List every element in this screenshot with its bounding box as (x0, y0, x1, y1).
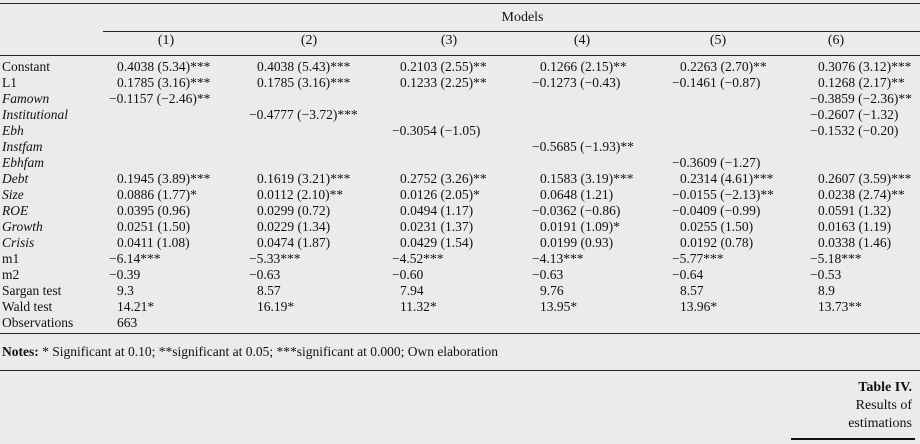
header-rule (0, 55, 920, 56)
table-cell: 0.0591 (1.32) (818, 203, 892, 218)
table-cell: 9.3 (117, 283, 134, 298)
table-row (0, 187, 920, 203)
table-cell: −0.4777 (−3.72)*** (249, 107, 358, 122)
table-row (0, 59, 920, 75)
table-cell: 0.4038 (5.43)*** (257, 59, 351, 74)
row-label: Famown (2, 91, 50, 106)
table-row (0, 75, 920, 91)
table-cell: 0.3076 (3.12)*** (818, 59, 912, 74)
table-cell: 0.1945 (3.89)*** (117, 171, 211, 186)
column-header: (6) (827, 33, 845, 48)
table-row (0, 203, 920, 219)
table-cell: 13.95* (540, 299, 578, 314)
table-cell: 0.1268 (2.17)** (818, 75, 905, 90)
table-cell: 0.0255 (1.50) (680, 219, 754, 234)
footer-rule (0, 370, 920, 371)
table-cell: 0.0251 (1.50) (117, 219, 191, 234)
row-label: Ebhfam (2, 155, 44, 170)
table-caption-line2: estimations (848, 416, 912, 431)
table-cell: 13.96* (680, 299, 718, 314)
table-row (0, 219, 920, 235)
table-cell: 0.0886 (1.77)* (117, 187, 197, 202)
table-cell: 8.57 (257, 283, 281, 298)
table-cell: −0.60 (392, 267, 424, 282)
column-header: (2) (300, 33, 318, 48)
row-label: Instfam (2, 139, 43, 154)
table-caption-line1: Results of (855, 398, 912, 413)
row-label: Constant (2, 59, 51, 74)
table-cell: 13.73** (818, 299, 862, 314)
table-cell: 0.4038 (5.34)*** (117, 59, 211, 74)
table-cell: 0.0192 (0.78) (680, 235, 754, 250)
table-cell: 0.2263 (2.70)** (680, 59, 767, 74)
table-cell: 0.0494 (1.17) (400, 203, 474, 218)
row-label: m1 (2, 251, 20, 266)
row-label: Ebh (2, 123, 24, 138)
table-cell: 0.0199 (0.93) (540, 235, 614, 250)
table-caption-title: Table IV. (858, 380, 912, 395)
table-cell: −0.3609 (−1.27) (672, 155, 761, 170)
table-cell: 0.1785 (3.16)*** (257, 75, 351, 90)
column-header: (1) (157, 33, 175, 48)
table-cell: −0.3054 (−1.05) (392, 123, 481, 138)
table-cell: −0.63 (532, 267, 564, 282)
table-cell: 0.0126 (2.05)* (400, 187, 480, 202)
column-header: (5) (709, 33, 727, 48)
table-cell: 0.2607 (3.59)*** (818, 171, 912, 186)
table-row (0, 235, 920, 251)
caption-rule (791, 438, 915, 440)
table-cell: 0.1785 (3.16)*** (117, 75, 211, 90)
table-cell: −0.0362 (−0.86) (532, 203, 621, 218)
table-row (0, 267, 920, 283)
table-cell: 0.0238 (2.74)** (818, 187, 905, 202)
table-cell: 0.0648 (1.21) (540, 187, 614, 202)
table-cell: −0.3859 (−2.36)** (810, 91, 912, 106)
row-label: Wald test (2, 299, 53, 314)
table-cell: 0.0229 (1.34) (257, 219, 331, 234)
row-label: Growth (2, 219, 43, 234)
table-cell: −0.1273 (−0.43) (532, 75, 621, 90)
row-label: ROE (2, 203, 29, 218)
table-row (0, 315, 920, 331)
table-cell: 0.0231 (1.37) (400, 219, 474, 234)
table-cell: −0.1157 (−2.46)** (109, 91, 211, 106)
row-label: Size (2, 187, 24, 202)
table-cell: 11.32* (400, 299, 437, 314)
table-cell: 8.57 (680, 283, 704, 298)
table-cell: 0.0395 (0.96) (117, 203, 191, 218)
table-cell: −0.0155 (−2.13)** (672, 187, 774, 202)
row-label: Institutional (2, 107, 69, 122)
table-cell: −0.0409 (−0.99) (672, 203, 761, 218)
row-label: Observations (2, 315, 74, 330)
table-cell: −0.1532 (−0.20) (810, 123, 899, 138)
table-cell: 9.76 (540, 283, 564, 298)
table-cell: −0.2607 (−1.32) (810, 107, 899, 122)
table-cell: −0.53 (810, 267, 842, 282)
table-cell: 0.1266 (2.15)** (540, 59, 627, 74)
row-label: Sargan test (2, 283, 62, 298)
row-label: Crisis (2, 235, 35, 250)
table-cell: −0.64 (672, 267, 704, 282)
table-cell: 0.2752 (3.26)** (400, 171, 487, 186)
table-cell: −5.33*** (249, 251, 301, 266)
table-cell: −4.52*** (392, 251, 444, 266)
table-cell: −5.18*** (810, 251, 862, 266)
table-cell: 14.21* (117, 299, 155, 314)
table-cell: 0.0191 (1.09)* (540, 219, 620, 234)
table-cell: 0.1619 (3.21)*** (257, 171, 351, 186)
table-row (0, 139, 920, 155)
models-underline (103, 31, 920, 32)
table-row (0, 251, 920, 267)
table-cell: 0.0411 (1.08) (117, 235, 190, 250)
table-cell: 16.19* (257, 299, 295, 314)
table-cell: 0.0338 (1.46) (818, 235, 892, 250)
table-cell: 0.1233 (2.25)** (400, 75, 487, 90)
table-cell: 0.0299 (0.72) (257, 203, 331, 218)
table-cell: −0.39 (109, 267, 141, 282)
table-cell: 0.1583 (3.19)*** (540, 171, 634, 186)
table-cell: 663 (117, 315, 138, 330)
table-cell: −0.63 (249, 267, 281, 282)
column-header: (4) (573, 33, 591, 48)
table-row (0, 283, 920, 299)
table-row (0, 171, 920, 187)
table-cell: −6.14*** (109, 251, 161, 266)
top-rule (0, 3, 920, 4)
table-cell: −0.1461 (−0.87) (672, 75, 761, 90)
table-cell: −0.5685 (−1.93)** (532, 139, 634, 154)
table-cell: 7.94 (400, 283, 424, 298)
table-notes (2, 344, 498, 360)
models-heading: Models (501, 10, 544, 25)
column-header: (3) (440, 33, 458, 48)
table-cell: 0.0163 (1.19) (818, 219, 892, 234)
table-cell: 0.0112 (2.10)** (257, 187, 344, 202)
table-row (0, 299, 920, 315)
table-row (0, 107, 920, 123)
table-cell: 0.2103 (2.55)** (400, 59, 487, 74)
table-cell: 0.0429 (1.54) (400, 235, 474, 250)
row-label: Debt (2, 171, 29, 186)
table-bottom-rule (0, 333, 920, 334)
row-label: L1 (2, 75, 17, 90)
notes-text: * Significant at 0.10; **significant at 0.05; ***significant at 0.000; Own elaboration (38, 344, 499, 359)
table-row (0, 91, 920, 107)
table-cell: 0.2314 (4.61)*** (680, 171, 774, 186)
table-row (0, 155, 920, 171)
table-cell: 0.0474 (1.87) (257, 235, 331, 250)
table-cell: 8.9 (818, 283, 835, 298)
notes-prefix: Notes: (2, 344, 39, 359)
table-row (0, 123, 920, 139)
table-cell: −5.77*** (672, 251, 724, 266)
row-label: m2 (2, 267, 20, 282)
table-cell: −4.13*** (532, 251, 584, 266)
